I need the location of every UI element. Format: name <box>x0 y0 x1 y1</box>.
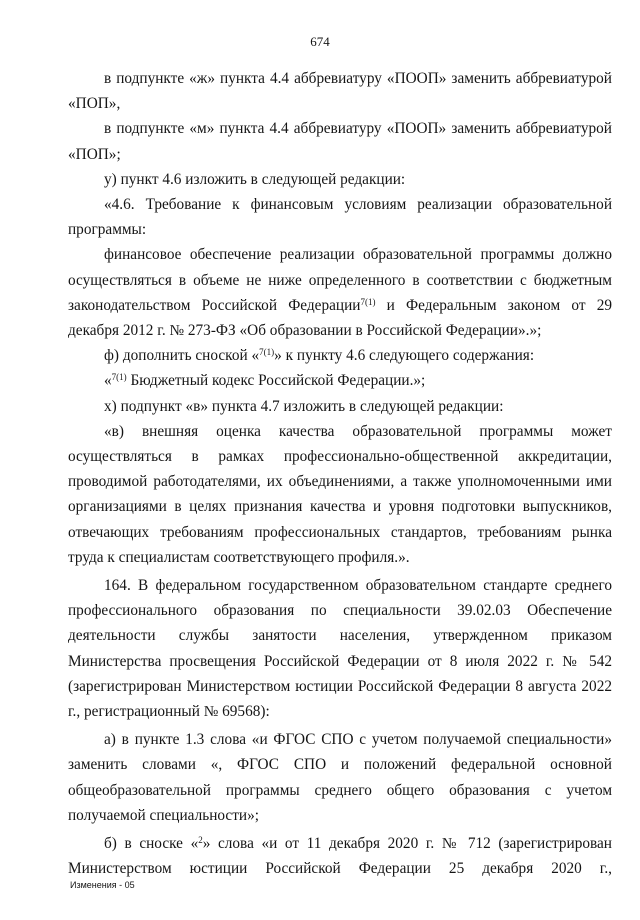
document-body <box>68 66 612 882</box>
paragraph: «$^{7(1)}$ Бюджетный кодекс Российской Федерации.»; <box>104 372 426 390</box>
paragraph: в подпункте «ж» пункта 4.4 аббревиатуру «ПООП» заменить аббревиатурой «ПОП», <box>68 70 612 113</box>
paragraph: финансовое обеспечение реализации образовательной программы должно осуществляться в объеме не ниже определенного в соответствии с бюджетным законодательством Российской Федерации$^{7(1)}$ и Федеральным законом от 29 декабря 2012 г. № 273-ФЗ «Об образовании в Российской Федерации».»; <box>68 246 612 340</box>
paragraph: «в) внешняя оценка качества образовательной программы может осуществляться в рамках профессионально-общественной аккредитации, проводимой работодателями, их объединениями, а также уполномоченными ими организациями в целях признания качества и уровня подготовки выпускников, отвечающих требованиям профессиональных стандартов, требованиям рынка труда к специалистам соответствующего профиля.». <box>68 422 612 566</box>
paragraph: в подпункте «м» пункта 4.4 аббревиатуру «ПООП» заменить аббревиатурой «ПОП»; <box>68 120 612 163</box>
footer-label: Изменения - 05 <box>70 880 135 890</box>
paragraph: 164. В федеральном государственном образовательном стандарте среднего профессионального образования по специальности 39.02.03 Обеспечение деятельности службы занятости населения, утвержденном приказом Министерства просвещения Российской Федерации от 8 июля 2022 г. № 542 (зарегистрирован Министерством юстиции Российской Федерации 8 августа 2022 г., регистрационный № 69568): <box>68 577 612 721</box>
page-number: 674 <box>310 34 330 49</box>
footnote-ref: 7(1) <box>360 296 376 307</box>
paragraph: ф) дополнить сноской «$^{7(1)}$» к пункту 4.6 следующего содержания: <box>104 347 535 365</box>
paragraph: б) в сноске «$^2$» слова «и от 11 декабря 2020 г. № 712 (зарегистрирован Министерством юстиции Российской Федерации 25 декабря 2020 г., <box>68 835 612 878</box>
paragraph: у) пункт 4.6 изложить в следующей редакции: <box>104 170 406 188</box>
paragraph: х) подпункт «в» пункта 4.7 изложить в следующей редакции: <box>104 397 504 415</box>
paragraph: «4.6. Требование к финансовым условиям реализации образовательной программы: <box>68 196 612 239</box>
paragraph: а) в пункте 1.3 слова «и ФГОС СПО с учетом получаемой специальности» заменить словами «, ФГОС СПО и положений федеральной основной общеобразовательной программы среднего общего образования с учетом получаемой специальности»; <box>68 731 612 824</box>
footnote-ref: 7(1) <box>259 347 275 358</box>
footnote-ref: 7(1) <box>111 372 127 383</box>
footnote-ref: 2 <box>198 835 203 846</box>
